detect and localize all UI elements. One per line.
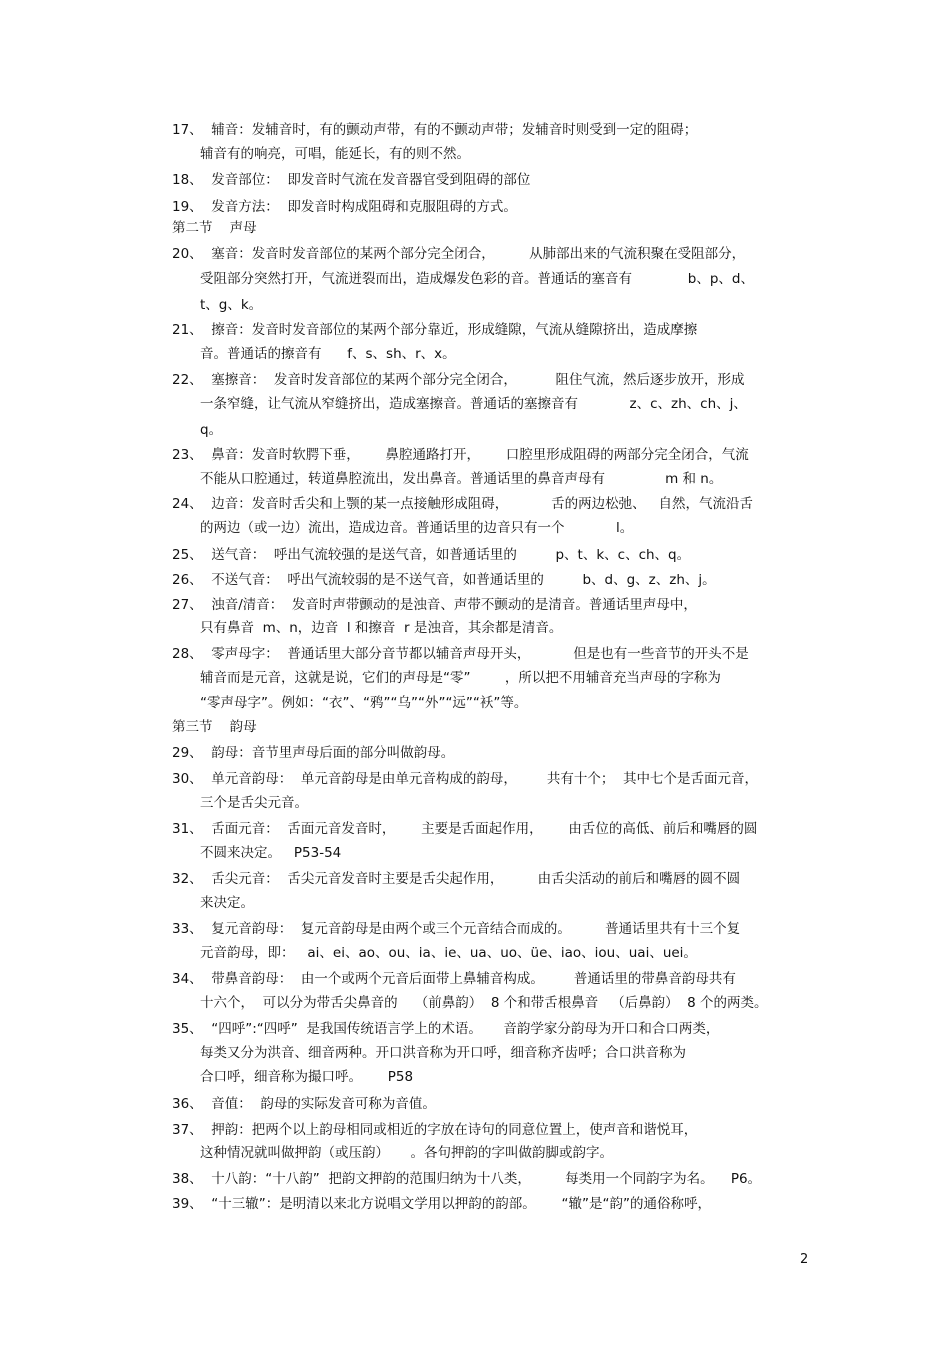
text-line: 受阻部分突然打开，气流迸裂而出，造成爆发色彩的音。普通话的塞音有 b、p、d、 xyxy=(200,271,754,287)
text-line: 29、 韵母：音节里声母后面的部分叫做韵母。 xyxy=(172,745,455,761)
text-line: 28、 零声母字： 普通话里大部分音节都以辅音声母开头， 但是也有一些音节的开头不是 xyxy=(172,646,749,662)
text-line: t、g、k。 xyxy=(200,297,263,313)
text-line: 音。普通话的擦音有 f、s、sh、r、x。 xyxy=(200,346,456,362)
text-line: 32、 舌尖元音： 舌尖元音发音时主要是舌尖起作用， 由舌尖活动的前后和嘴唇的圆不圆 xyxy=(172,871,741,887)
text-line: 十六个， 可以分为带舌尖鼻音的 （前鼻韵） 8 个和带舌根鼻音 （后鼻韵） 8 个的两类。 xyxy=(200,995,768,1011)
text-line: 这种情况就叫做押韵（或压韵） 。各句押韵的字叫做韵脚或韵字。 xyxy=(200,1145,613,1161)
text-line: 辅音而是元音，这就是说，它们的声母是“零” ，所以把不用辅音充当声母的字称为 xyxy=(200,670,721,686)
text-line: 38、 十八韵：“十八韵” 把韵文押韵的范围归纳为十八类， 每类用一个同韵字为名。 P6。 xyxy=(172,1171,762,1187)
text-line: 22、 塞擦音： 发音时发音部位的某两个部分完全闭合， 阻住气流，然后逐步放开，形成 xyxy=(172,372,745,388)
text-line: 一条窄缝，让气流从窄缝挤出，造成塞擦音。普通话的塞擦音有 z、c、zh、ch、j、 xyxy=(200,396,747,412)
text-line: 26、 不送气音： 呼出气流较弱的是不送气音，如普通话里的 b、d、g、z、zh、j。 xyxy=(172,572,716,588)
text-line: 18、 发音部位： 即发音时气流在发音器官受到阻碍的部位 xyxy=(172,172,531,188)
text-line: 24、 边音：发音时舌尖和上颚的某一点接触形成阻碍， 舌的两边松弛、 自然，气流沿舌 xyxy=(172,496,754,512)
text-line: 23、 鼻音：发音时软腭下垂， 鼻腔通路打开， 口腔里形成阻碍的两部分完全闭合，气流 xyxy=(172,447,749,463)
text-line: 20、 塞音：发音时发音部位的某两个部分完全闭合， 从肺部出来的气流积聚在受阻部分， xyxy=(172,246,746,262)
text-line: 不能从口腔通过，转道鼻腔流出，发出鼻音。普通话里的鼻音声母有 m 和 n。 xyxy=(200,471,723,487)
section-heading: 第二节 声母 xyxy=(172,220,257,236)
text-line: 25、 送气音： 呼出气流较强的是送气音，如普通话里的 p、t、k、c、ch、q。 xyxy=(172,547,691,563)
section-heading: 第三节 韵母 xyxy=(172,719,257,735)
text-line: 每类又分为洪音、细音两种。开口洪音称为开口呼，细音称齐齿呼；合口洪音称为 xyxy=(200,1045,686,1061)
text-line: “零声母字”。例如：“衣”、“鸦”“乌”“外”“远”“袄”等。 xyxy=(200,695,528,711)
page-number: 2 xyxy=(800,1252,809,1267)
text-line: q。 xyxy=(200,422,223,438)
text-line: 不圆来决定。 P53-54 xyxy=(200,845,342,861)
text-line: 三个是舌尖元音。 xyxy=(200,795,308,811)
text-line: 来决定。 xyxy=(200,895,254,911)
text-line: 35、 “四呼”:“四呼” 是我国传统语言学上的术语。 音韵学家分韵母为开口和合口两类， xyxy=(172,1021,720,1037)
text-line: 36、 音值： 韵母的实际发音可称为音值。 xyxy=(172,1096,436,1112)
text-line: 31、 舌面元音： 舌面元音发音时， 主要是舌面起作用， 由舌位的高低、前后和嘴唇的圆 xyxy=(172,821,758,837)
text-line: 33、 复元音韵母： 复元音韵母是由两个或三个元音结合而成的。 普通话里共有十三个复 xyxy=(172,921,741,937)
text-line: 30、 单元音韵母： 单元音韵母是由单元音构成的韵母， 共有十个； 其中七个是舌面元音， xyxy=(172,771,758,787)
text-line: 39、 “十三辙”：是明清以来北方说唱文学用以押韵的韵部。 “辙”是“韵”的通俗称呼， xyxy=(172,1196,711,1212)
text-line: 37、 押韵：把两个以上韵母相同或相近的字放在诗句的同意位置上，使声音和谐悦耳， xyxy=(172,1122,698,1138)
text-line: 元音韵母，即： ai、ei、ao、ou、ia、ie、ua、uo、üe、iao、iou、uai、uei。 xyxy=(200,945,697,961)
text-line: 21、 擦音：发音时发音部位的某两个部分靠近，形成缝隙，气流从缝隙挤出，造成摩擦 xyxy=(172,322,698,338)
text-line: 合口呼，细音称为撮口呼。 P58 xyxy=(200,1069,414,1085)
text-line: 只有鼻音 m、n，边音 l 和擦音 r 是浊音，其余都是清音。 xyxy=(200,620,563,636)
text-line: 17、 辅音：发辅音时，有的颤动声带，有的不颤动声带；发辅音时则受到一定的阻碍； xyxy=(172,122,698,138)
text-line: 的两边（或一边）流出，造成边音。普通话里的边音只有一个 l。 xyxy=(200,520,634,536)
text-line: 19、 发音方法： 即发音时构成阻碍和克服阻碍的方式。 xyxy=(172,199,517,215)
text-line: 辅音有的响亮，可唱，能延长，有的则不然。 xyxy=(200,146,470,162)
text-line: 27、 浊音/清音： 发音时声带颤动的是浊音、声带不颤动的是清音。普通话里声母中， xyxy=(172,597,697,613)
text-line: 34、 带鼻音韵母： 由一个或两个元音后面带上鼻辅音构成。 普通话里的带鼻音韵母共有 xyxy=(172,971,736,987)
